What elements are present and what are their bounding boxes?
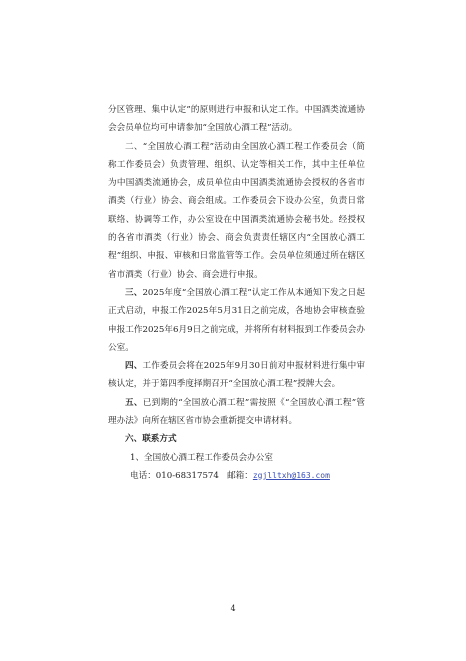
contact-heading: 六、联系方式: [125, 434, 177, 445]
paragraph-schedule: [108, 284, 365, 357]
phone-label: 电话：: [130, 470, 156, 481]
email-link[interactable]: zgjlltxh@163.com: [252, 470, 330, 480]
paragraph-renewal-text: 已到期的“全国放心酒工程”需按照《“全国放心酒工程”管理办法》向所在辖区省市协会重新提交申请材料。: [108, 397, 365, 427]
contact-organization: 1、全国放心酒工程工作委员会办公室: [130, 452, 273, 463]
paragraph-renewal: [108, 394, 365, 431]
section-number-5: 五、: [125, 397, 143, 408]
paragraph-review: [108, 357, 365, 394]
paragraph-review-text: 工作委员会将在2025年9月30日前对申报材料进行集中审核认定，并于第四季度择期召开“全国放心酒工程”授牌大会。: [108, 361, 365, 390]
paragraph-committee: 二、“全国放心酒工程”活动由全国放心酒工程工作委员会（简称工作委员会）负责管理、组织、认定等相关工作，其中主任单位为中国酒类流通协会，成员单位由中国酒类流通协会授权的各省市酒类（行业）协会、商会组成。工作委员会下设办公室，负责日常联络、协调等工作，办公室设在中国酒类流通协会秘书处。经授权的各省市酒类（行业）协会、商会负责责任辖区内“全国放心酒工程”组织、申报、审核和日常监管等工作。会员单位须通过所在辖区省市酒类（行业）协会、商会进行申报。: [108, 141, 365, 280]
section-number-4: 四、: [125, 361, 143, 372]
paragraph-schedule-text: 2025年度“全国放心酒工程”认定工作从本通知下发之日起正式启动，申报工作2025年5月31日之前完成，各地协会审核查验申报工作2025年6月9日之前完成，并将所有材料报到工作委员会办公室。: [108, 287, 365, 353]
document-body: [108, 101, 365, 485]
page-number: 4: [230, 604, 236, 613]
section-number-3: 三、: [125, 287, 143, 298]
paragraph-principle: 分区管理、集中认定”的原则进行申报和认定工作。中国酒类流通协会会员单位均可申请参加“全国放心酒工程”活动。: [108, 105, 365, 134]
email-label: 邮箱：: [227, 470, 253, 481]
phone-number: 010-68317574: [155, 470, 219, 481]
contact-details: [108, 467, 365, 485]
